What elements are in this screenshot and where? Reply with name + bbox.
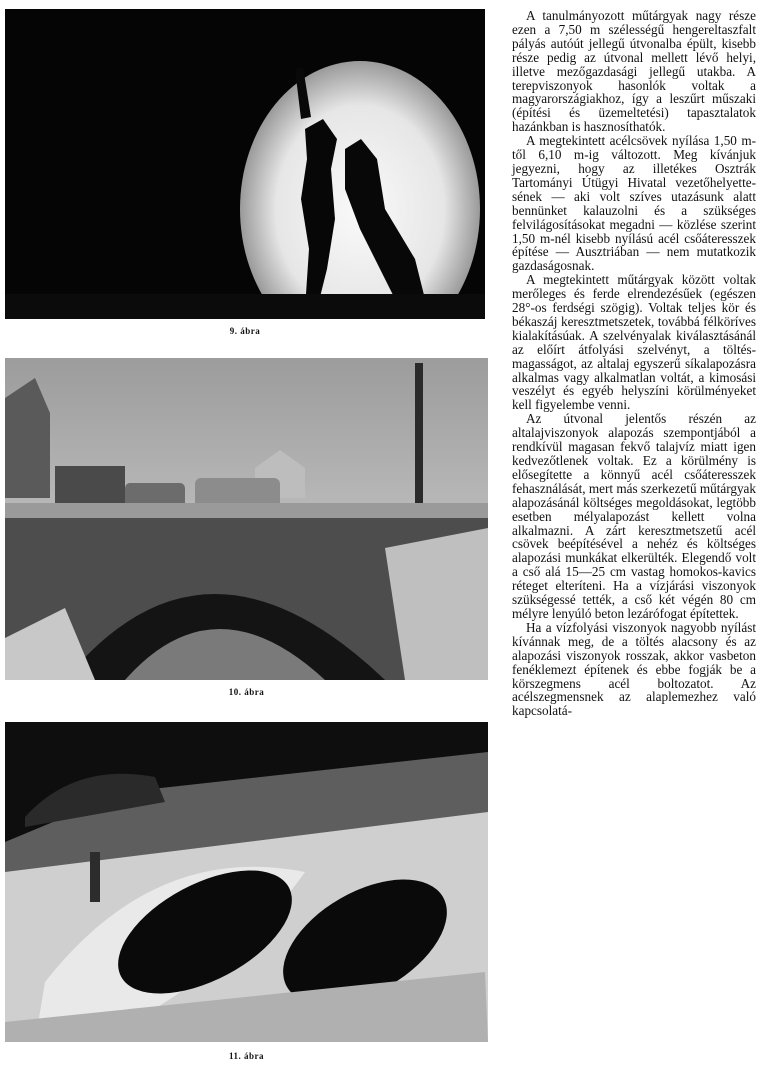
paragraph-3: A megtekintett műtárgyak között voltak merőleges és ferde elrendezésűek (egészen 28°-os ferdségi szögig). Voltak teljes kör és békaszáj keresztmetszetek, továbbá félköríves kialakításúak. A szelvényalak kiválasztásánál az előírt átfolyási szelvényt, a töltésmagasságot, az altalaj egyszerű síkalapozásra alkalmas vagy alkalmatlan voltát, a kimosási veszélyt és egyéb helyszíni körülményeket kell figyelembe venni. xyxy=(512,272,756,413)
figure-11-photo xyxy=(5,722,488,1042)
figure-9-photo xyxy=(5,9,485,319)
figure-9-image xyxy=(5,9,485,319)
figure-11-image xyxy=(5,722,488,1042)
figure-10-photo xyxy=(5,358,488,680)
article-text-column xyxy=(512,9,756,718)
paragraph-2: A megtekintett acélcsövek nyílása 1,50 m-től 6,10 m-ig változott. Meg kívánjuk jegyezni, hogy az illetékes Osztrák Tartományi Útügyi Hivatal vezetőhelyettesének — aki volt szíves utazásunk alatt bennünket kalauzolni és a szükséges felvilágosításokat megadni — közlése szerint 1,50 m-nél kisebb nyílású acél csőáteresszek építése — Ausztriában — nem mutatkozik gazdaságosnak. xyxy=(512,133,756,274)
figure-10-image xyxy=(5,358,488,680)
paragraph-5: Ha a vízfolyási viszonyok nagyobb nyílást kívánnak meg, de a töltés alacsony és az alapozási viszonyok rosszak, akkor vasbeton fenéklemezt építenek és ebbe fogják be a körszegmens acél boltozatot. Az acélszegmensnek az alaplemezhez való kapcsolatá- xyxy=(512,619,756,719)
paragraph-1: A tanulmányozott műtárgyak nagy része ezen a 7,50 m szélességű hengereltaszfalt pályás autóút jellegű útvonalba épült, kisebb része pedig az útvonal mellett lévő helyi, illetve mezőgazdasági jellegű utakba. A terepviszonyok hasonlók voltak a magyarországiakhoz, így a leszűrt műszaki (építési és üzemeltetési) tapasztalatok hazánkban is hasznosíthatók. xyxy=(512,8,756,135)
paragraph-4: Az útvonal jelentős részén az altalajviszonyok alapozás szempontjából a rendkívül magasan fekvő talajvíz miatt igen kedvezőtlenek voltak. Ez a körülmény is elősegítette a könnyű acél csőáteresszek fehasználását, mert más szerkezetű műtárgyak alapozásánál költséges megoldásokat, legtöbb esetben mélyalapozást kellett volna alkalmazni. A zárt keresztmetszetű acél csövek beépítésével a nehéz és költséges alapozási munkákat elkerülték. Elegendő volt a cső alá 15—25 cm vastag homokos-kavics réteget elteríteni. Ha a vízjárási viszonyok szükségessé tették, a cső két végén 80 cm mélyre lenyúló beton lezárófogat építettek. xyxy=(512,411,756,621)
figure-9-caption: 9. ábra xyxy=(229,326,261,336)
figure-10-caption: 10. ábra xyxy=(228,687,265,697)
figure-11-caption: 11. ábra xyxy=(228,1051,264,1061)
